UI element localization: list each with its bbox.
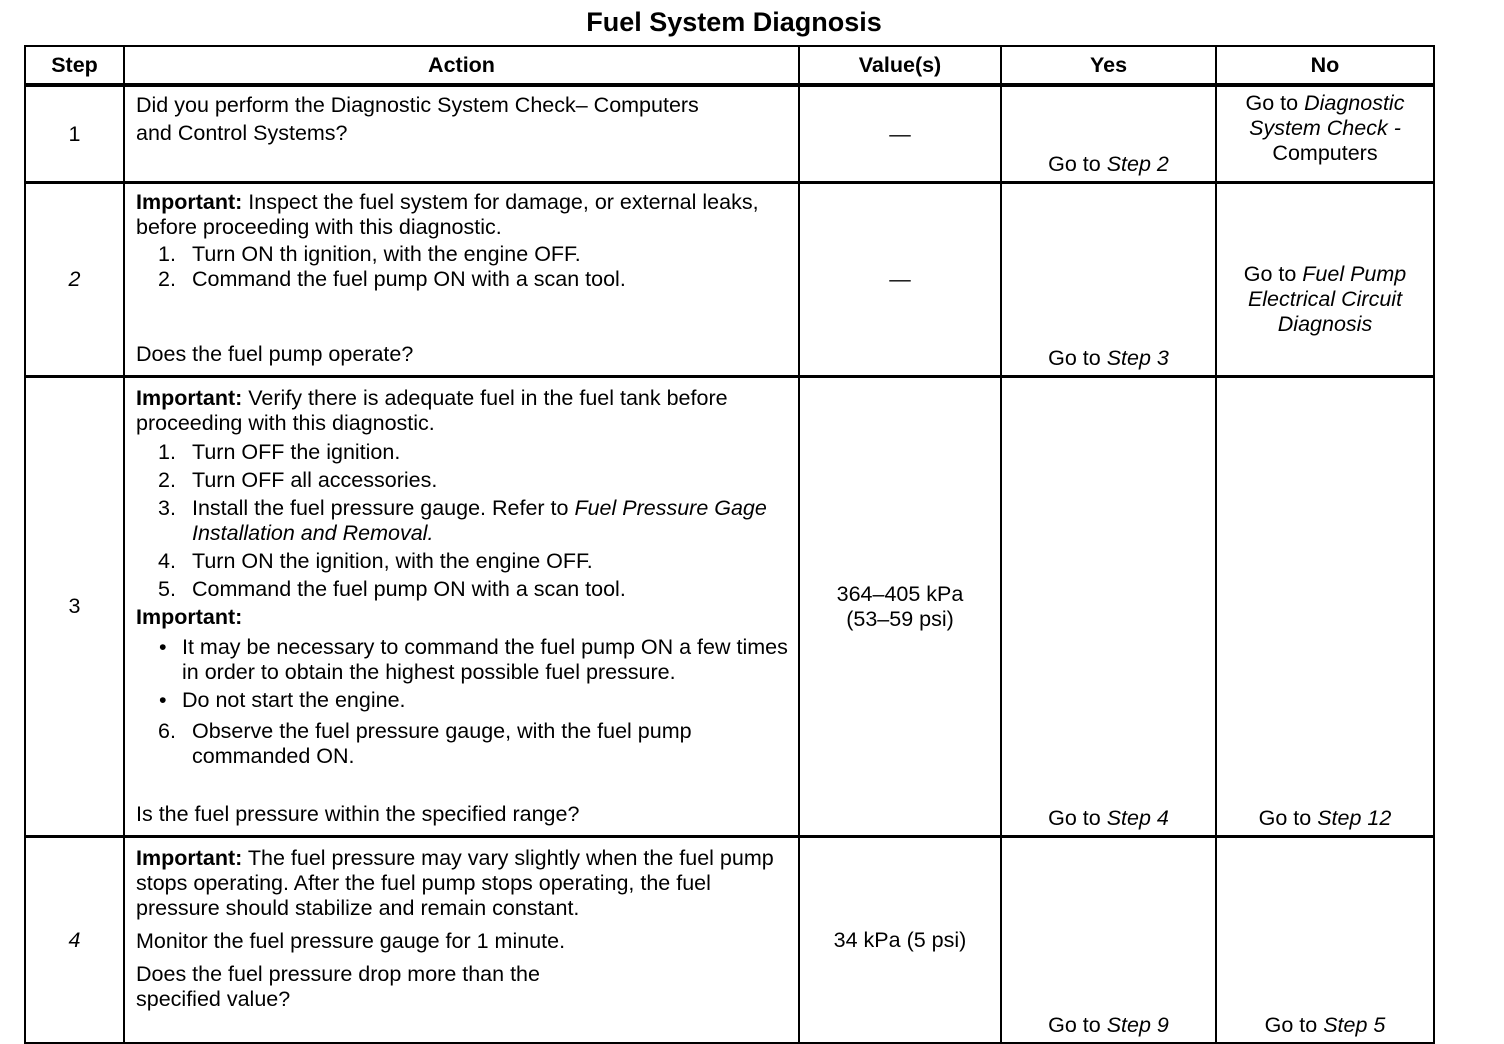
no-cell [1216, 377, 1434, 837]
procedure-list [136, 717, 790, 769]
goto-prefix: Go to [1048, 152, 1107, 176]
no-cell [1216, 837, 1434, 1044]
procedure-list [136, 242, 790, 292]
list-item: 3. Install the fuel pressure gauge. Refer to Fuel Pressure Gage Installation and Removal. [158, 496, 767, 545]
goto-prefix: Go to [1048, 346, 1107, 370]
important-label: Important: [136, 190, 243, 214]
step-number: 3 [25, 377, 124, 837]
yes-cell [1001, 183, 1216, 377]
procedure-list [136, 438, 790, 602]
pressure-psi: (53–59 psi) [846, 606, 954, 631]
no-cell [1216, 183, 1434, 377]
header-yes: Yes [1001, 46, 1216, 85]
step-link[interactable]: Step 12 [1317, 806, 1392, 830]
yes-cell [1001, 837, 1216, 1044]
goto-prefix: Go to [1258, 806, 1318, 830]
yes-cell [1001, 85, 1216, 183]
list-item: 4. Turn ON the ignition, with the engine OFF. [158, 549, 593, 573]
diagnostic-link[interactable]: Fuel Pump Electrical Circuit Diagnosis [1247, 262, 1407, 336]
step-link[interactable]: Step 3 [1106, 346, 1169, 370]
no-cell [1216, 85, 1434, 183]
step-link[interactable]: Step 5 [1323, 1013, 1386, 1037]
question-text: Does the fuel pressure drop more than the specified value? [136, 962, 540, 1011]
step-link[interactable]: Step 2 [1106, 152, 1169, 176]
page-title: Fuel System Diagnosis [586, 7, 882, 37]
fuel-diagnosis-table [24, 45, 1435, 1044]
list-item: • It may be necessary to command the fuel pump ON a few times in order to obtain the highest possible fuel pressure. [159, 635, 788, 684]
bullet-list [136, 632, 790, 713]
action-text: Did you perform the Diagnostic System Check– Computers [136, 93, 699, 117]
value-cell: — [799, 183, 1001, 377]
important-text: Inspect the fuel system for damage, or external leaks, before proceeding with this diagnostic. [136, 190, 759, 239]
important-text: The fuel pressure may vary slightly when the fuel pump stops operating. After the fuel pump stops operating, the fuel pressure should stabilize and remain constant. [136, 846, 774, 920]
step-number: 2 [25, 183, 124, 377]
goto-suffix: Computers [1272, 141, 1378, 165]
goto-prefix: Go to [1048, 1013, 1107, 1037]
important-label: Important: [136, 846, 243, 870]
table-row [25, 837, 1434, 1044]
goto-prefix: Go to [1048, 806, 1107, 830]
header-no: No [1216, 46, 1434, 85]
goto-prefix: Go to [1243, 262, 1303, 286]
list-item: • Do not start the engine. [159, 688, 406, 712]
step-number: 1 [25, 85, 124, 183]
list-item: 5. Command the fuel pump ON with a scan tool. [158, 577, 626, 601]
action-cell [124, 377, 799, 837]
goto-prefix: Go to [1245, 91, 1305, 115]
value-cell: — [799, 85, 1001, 183]
table-header-row [25, 46, 1434, 85]
list-item: 2. Command the fuel pump ON with a scan tool. [158, 267, 626, 291]
important-text: Verify there is adequate fuel in the fuel tank before proceeding with this diagnostic. [136, 386, 728, 435]
value-cell [799, 377, 1001, 837]
action-cell [124, 837, 799, 1044]
diagnostic-link[interactable]: Diagnostic System Check - [1249, 91, 1405, 140]
list-item: 2. Turn OFF all accessories. [158, 468, 438, 492]
list-item: 6. Observe the fuel pressure gauge, with the fuel pump commanded ON. [158, 719, 692, 768]
monitor-text: Monitor the fuel pressure gauge for 1 minute. [136, 929, 566, 953]
step-link[interactable]: Step 4 [1106, 806, 1169, 830]
pressure-kpa: 364–405 kPa [836, 581, 964, 606]
header-values: Value(s) [799, 46, 1001, 85]
table-row [25, 183, 1434, 377]
action-cell [124, 183, 799, 377]
header-action: Action [124, 46, 799, 85]
table-row [25, 377, 1434, 837]
step-number: 4 [25, 837, 124, 1044]
action-cell [124, 85, 799, 183]
goto-prefix: Go to [1264, 1013, 1324, 1037]
important-label: Important: [136, 386, 243, 410]
header-step: Step [25, 46, 124, 85]
action-text: and Control Systems? [136, 121, 348, 145]
value-cell: 34 kPa (5 psi) [799, 837, 1001, 1044]
question-text: Does the fuel pump operate? [136, 342, 414, 366]
list-item: 1. Turn OFF the ignition. [158, 440, 401, 464]
question-text: Is the fuel pressure within the specified range? [136, 802, 580, 826]
table-row [25, 85, 1434, 183]
important-label: Important: [136, 605, 243, 629]
reference-link[interactable]: Fuel Pressure Gage Installation and Removal. [192, 496, 767, 545]
list-item: 1. Turn ON th ignition, with the engine OFF. [158, 242, 581, 266]
yes-cell [1001, 377, 1216, 837]
step-link[interactable]: Step 9 [1106, 1013, 1169, 1037]
